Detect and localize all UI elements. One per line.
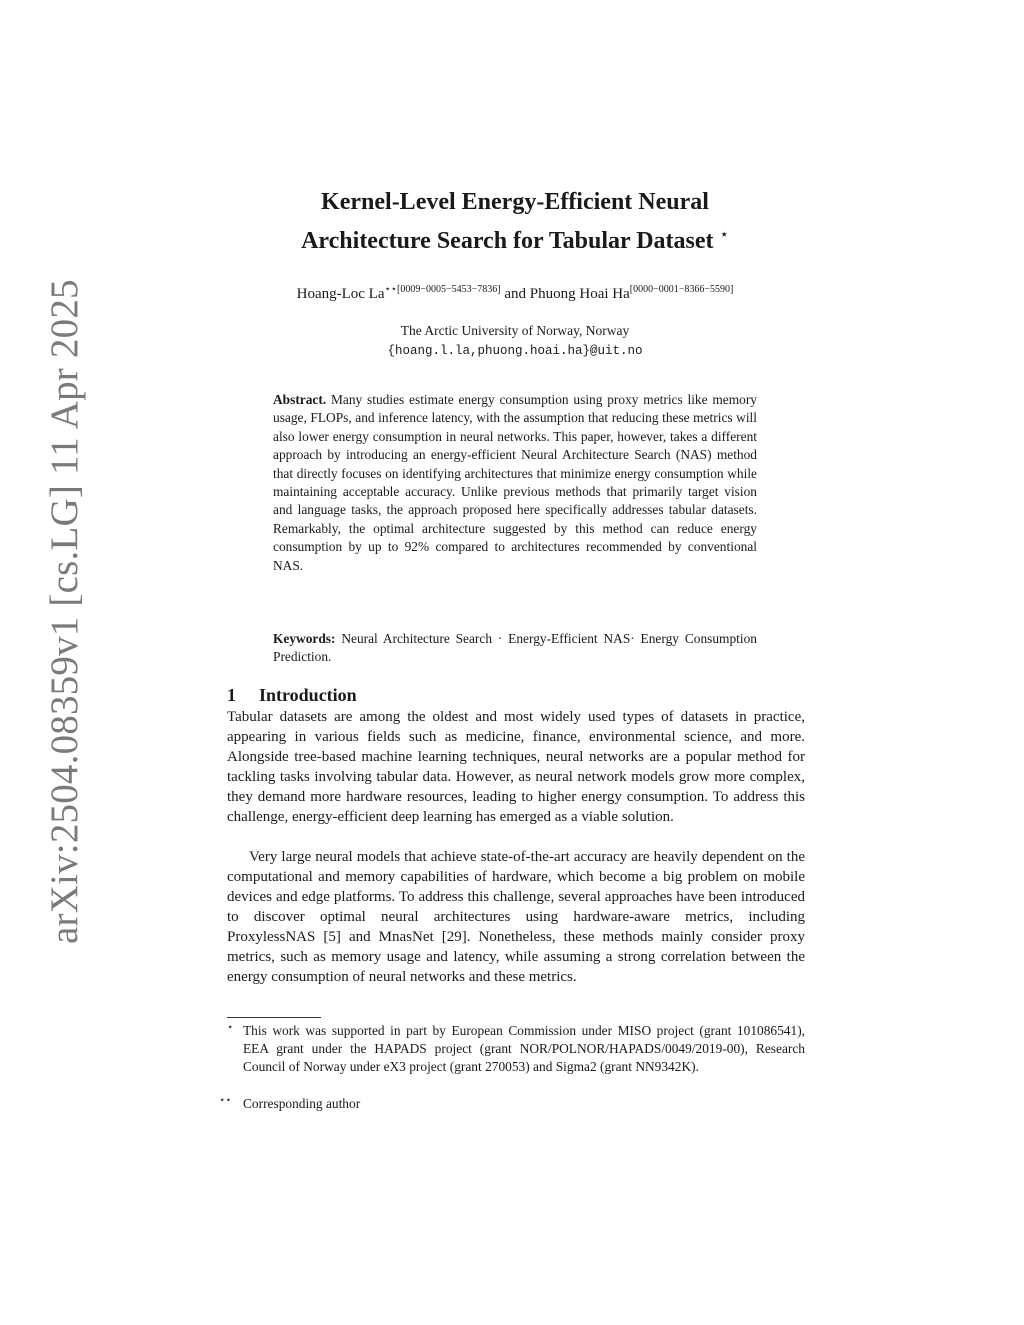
title-footnote-mark: ⋆ <box>719 227 729 243</box>
author-1-orcid: [0009−0005−5453−7836] <box>397 284 501 295</box>
footnote-2-text: Corresponding author <box>243 1096 361 1111</box>
author-2-name: Phuong Hoai Ha <box>529 286 630 302</box>
keywords-label: Keywords: <box>273 631 336 646</box>
title-line-2 <box>220 219 810 258</box>
abstract-text: Many studies estimate energy consumption using proxy metrics like memory usage, FLOPs, and inference latency, with the assumption that reducing these metrics will also lower energy consumption in neural networks. This paper, however, takes a different approach by introducing an energy-efficient Neural Architecture Search (NAS) method that directly focuses on identifying architectures that minimize energy consumption while maintaining acceptable accuracy. Unlike previous methods that primarily target vision and language tasks, the approach proposed here specifically addresses tabular datasets. Remarkably, the optimal architecture suggested by this method can reduce energy consumption by up to 92% compared to architectures recommended by conventional NAS. <box>273 392 757 573</box>
footnote-2-mark: ⋆⋆ <box>219 1095 232 1106</box>
author-connector: and <box>504 286 527 302</box>
intro-paragraph-2: Very large neural models that achieve state-of-the-art accuracy are heavily dependent on the computational and memory capabilities of hardware, which become a big problem on mobile devices and edge platforms. To address this challenge, several approaches have been introduced to discover optimal neural architectures using hardware-aware metrics, including ProxylessNAS [5] and MnasNet [29]. Nonetheless, these methods mainly consider proxy metrics, such as memory usage and latency, while assuming a strong correlation between the energy consumption of neural networks and these metrics. <box>227 849 805 985</box>
footnote-divider <box>227 1017 321 1018</box>
abstract <box>273 391 757 575</box>
author-list <box>200 284 830 303</box>
arxiv-identifier: arXiv:2504.08359v1 [cs.LG] 11 Apr 2025 <box>43 279 86 944</box>
section-heading-introduction <box>227 685 357 706</box>
footnote-1-text: This work was supported in part by European Commission under MISO project (grant 101086541), EEA grant under the HAPADS project (grant NOR/POLNOR/HAPADS/0049/2019-00), Research Council of Norway under eX3 project (grant 270053) and Sigma2 (grant NN9342K). <box>243 1023 805 1075</box>
keywords-text: Neural Architecture Search · Energy-Efficient NAS· Energy Consumption Prediction. <box>273 631 757 665</box>
keywords <box>273 630 757 667</box>
section-number: 1 <box>227 685 236 705</box>
author-emails: {hoang.l.la,phuong.hoai.ha}@uit.no <box>387 344 643 358</box>
footnote-1-mark: ⋆ <box>227 1022 234 1033</box>
intro-paragraph-1: Tabular datasets are among the oldest and most widely used types of datasets in practice, appearing in various fields such as medicine, finance, environmental science, and more. Alongside tree-based machine learning techniques, neural networks are a popular method for tackling tasks involving tabular data. However, as neural network models grow more complex, they demand more hardware resources, leading to higher energy consumption. To address this challenge, energy-efficient deep learning has emerged as a viable solution. <box>227 709 805 825</box>
footnote-funding <box>227 1022 805 1077</box>
title-line-2-text: Architecture Search for Tabular Dataset <box>301 228 714 254</box>
abstract-label: Abstract. <box>273 392 327 407</box>
author-2-orcid: [0000−0001−8366−5590] <box>629 284 734 295</box>
affiliation-block <box>220 321 810 361</box>
footnote-corresponding <box>219 1095 805 1113</box>
section-title: Introduction <box>259 685 357 705</box>
title-line-1: Kernel-Level Energy-Efficient Neural <box>321 189 709 215</box>
author-1-mark: ⋆⋆ <box>384 284 398 295</box>
institution: The Arctic University of Norway, Norway <box>400 323 630 338</box>
paper-title <box>220 186 810 258</box>
author-1-name: Hoang-Loc La <box>296 286 385 302</box>
